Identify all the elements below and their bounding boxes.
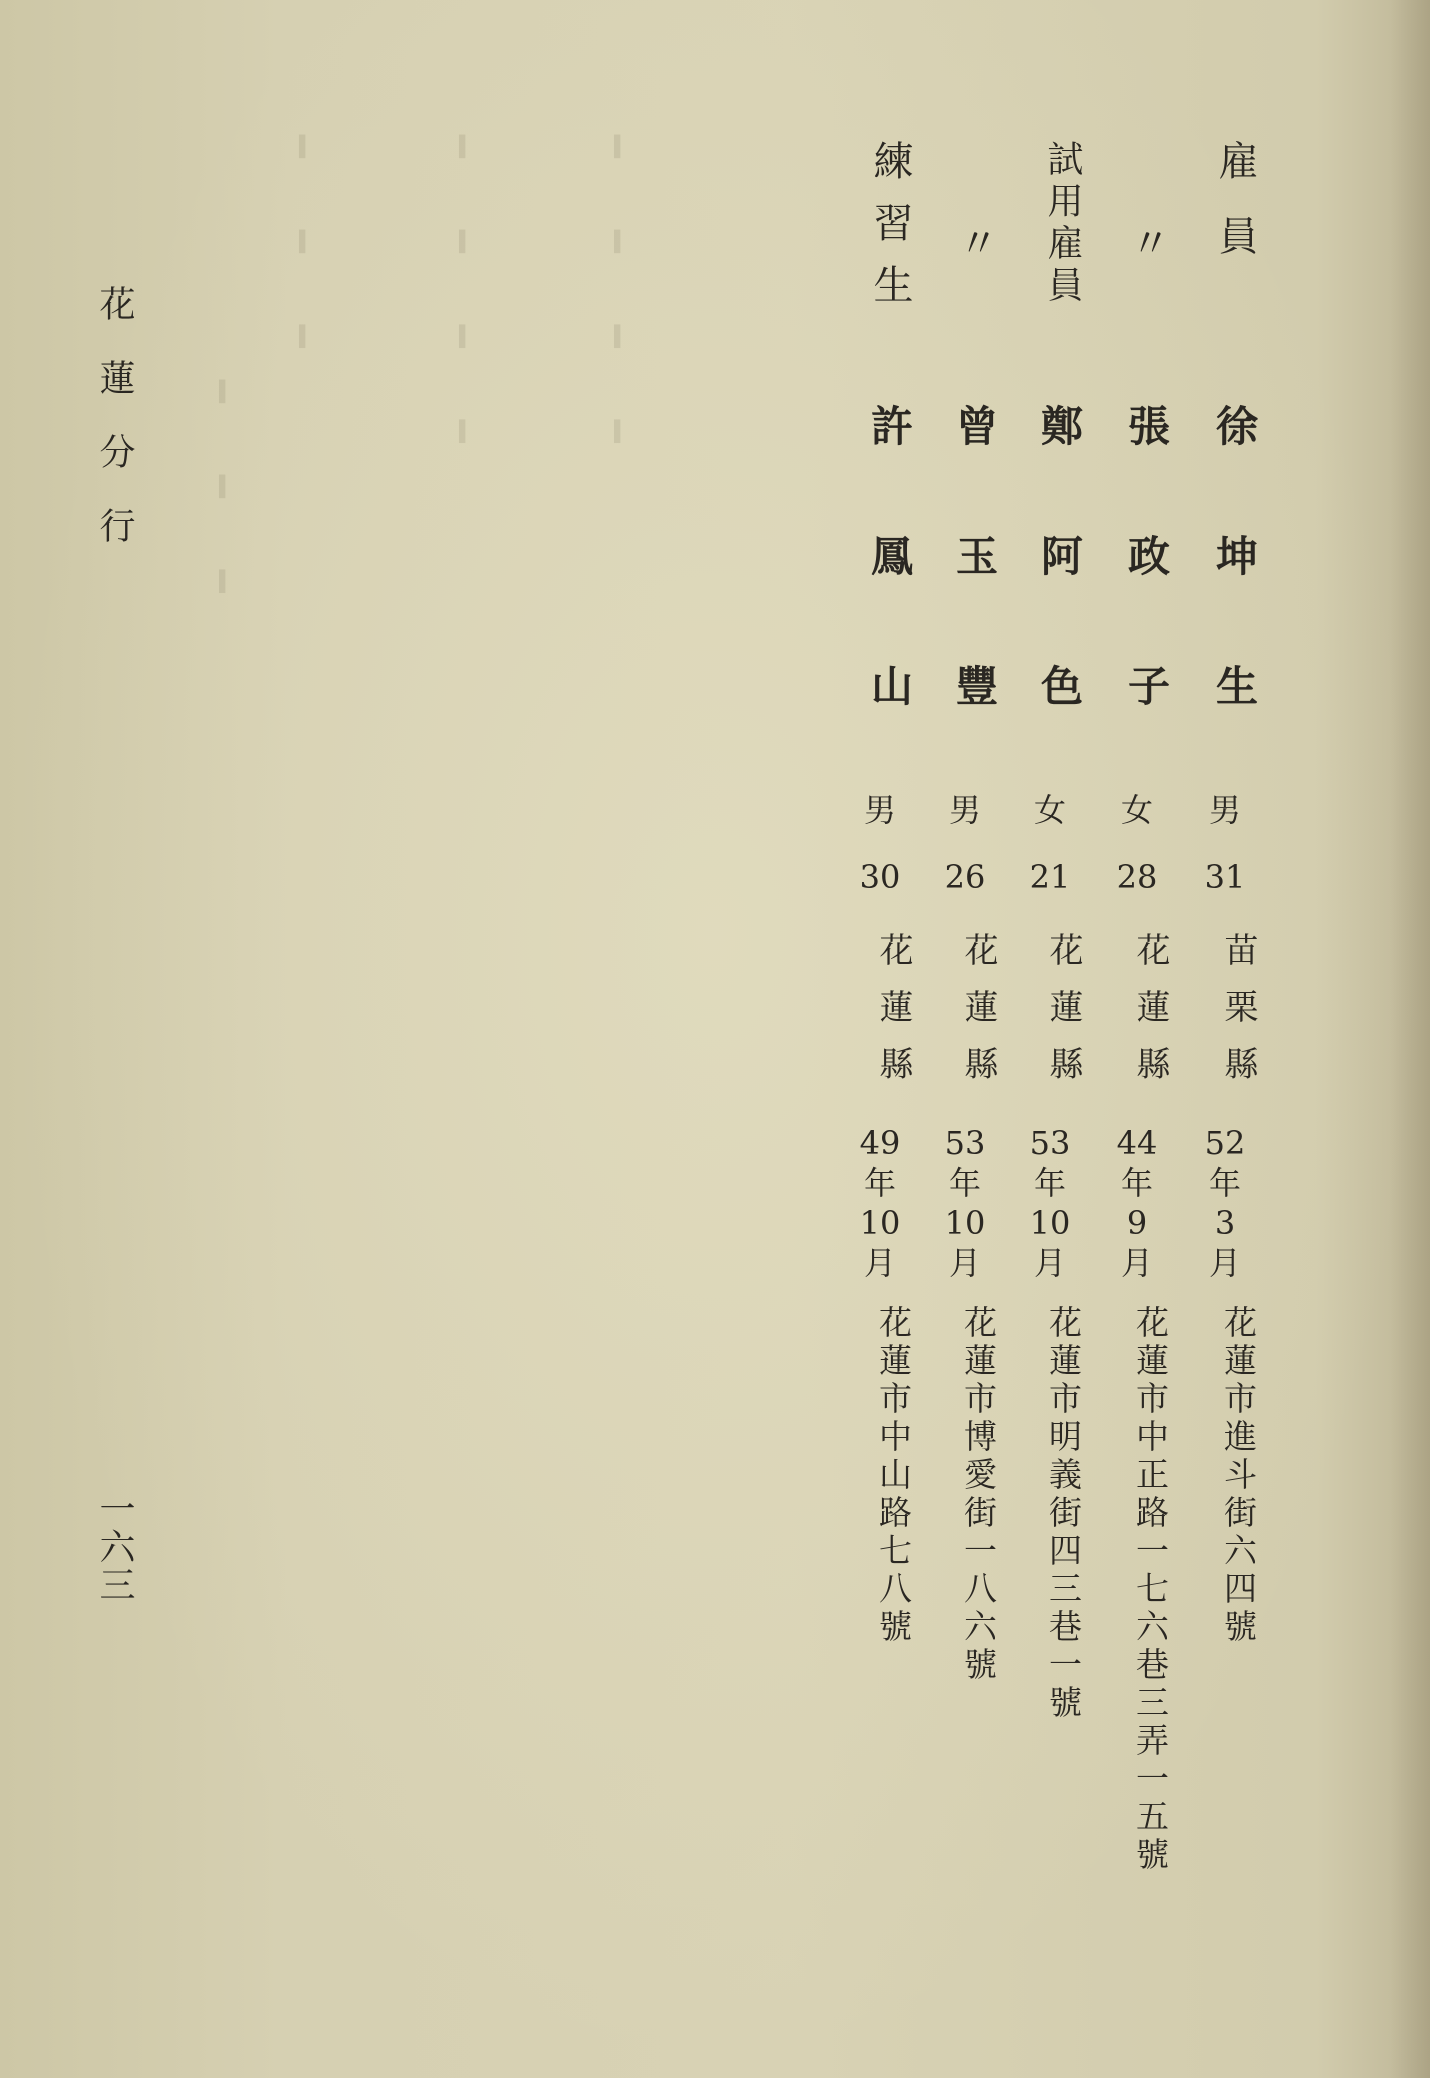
staff-age: 28 [1116, 858, 1158, 896]
staff-age: 26 [944, 858, 986, 896]
staff-joined-date: 53 年 10 月 [1029, 1124, 1071, 1282]
page-number: 一六三 [94, 1490, 135, 1604]
staff-title: 練習生 [867, 140, 913, 326]
staff-name: 許鳳山 [865, 404, 914, 794]
staff-joined-date: 49 年 10 月 [859, 1124, 901, 1282]
staff-name: 張政子 [1122, 404, 1171, 794]
show-through-texture: ━ ━ ━ [280, 135, 324, 378]
staff-name: 鄭阿色 [1035, 404, 1084, 794]
staff-address: 花蓮市中正路一七六巷三弄一五號 [1131, 1305, 1170, 1875]
show-through-texture: ━ ━ ━ [200, 380, 244, 623]
page-edge-shadow [1390, 0, 1430, 2078]
show-through-texture: ━ ━ ━ ━ [440, 135, 484, 473]
staff-title: 〃 [952, 222, 998, 297]
branch-name: 花蓮分行 [94, 285, 135, 581]
staff-origin: 苗栗縣 [1218, 932, 1258, 1103]
show-through-texture: ━ ━ ━ ━ [595, 135, 639, 473]
staff-address: 花蓮市博愛街一八六號 [959, 1305, 998, 1685]
staff-joined-date: 52 年 3 月 [1204, 1124, 1246, 1282]
staff-title: 雇員 [1212, 140, 1258, 290]
staff-title: 試用雇員 [1042, 140, 1083, 308]
staff-sex: 男 [1208, 791, 1241, 829]
staff-title: 〃 [1124, 222, 1170, 297]
staff-origin: 花蓮縣 [958, 932, 998, 1103]
staff-name: 徐坤生 [1210, 404, 1259, 794]
staff-name: 曾玉豐 [950, 404, 999, 794]
staff-sex: 女 [1120, 791, 1153, 829]
staff-age: 21 [1029, 858, 1071, 896]
staff-joined-date: 44 年 9 月 [1116, 1124, 1158, 1282]
staff-sex: 女 [1033, 791, 1066, 829]
staff-origin: 花蓮縣 [873, 932, 913, 1103]
staff-address: 花蓮市進斗街六四號 [1219, 1305, 1258, 1647]
staff-age: 30 [859, 858, 901, 896]
staff-origin: 花蓮縣 [1130, 932, 1170, 1103]
staff-sex: 男 [948, 791, 981, 829]
staff-age: 31 [1204, 858, 1246, 896]
staff-sex: 男 [863, 791, 896, 829]
staff-address: 花蓮市明義街四三巷一號 [1044, 1305, 1083, 1723]
staff-joined-date: 53 年 10 月 [944, 1124, 986, 1282]
staff-address: 花蓮市中山路七八號 [874, 1305, 913, 1647]
staff-origin: 花蓮縣 [1043, 932, 1083, 1103]
